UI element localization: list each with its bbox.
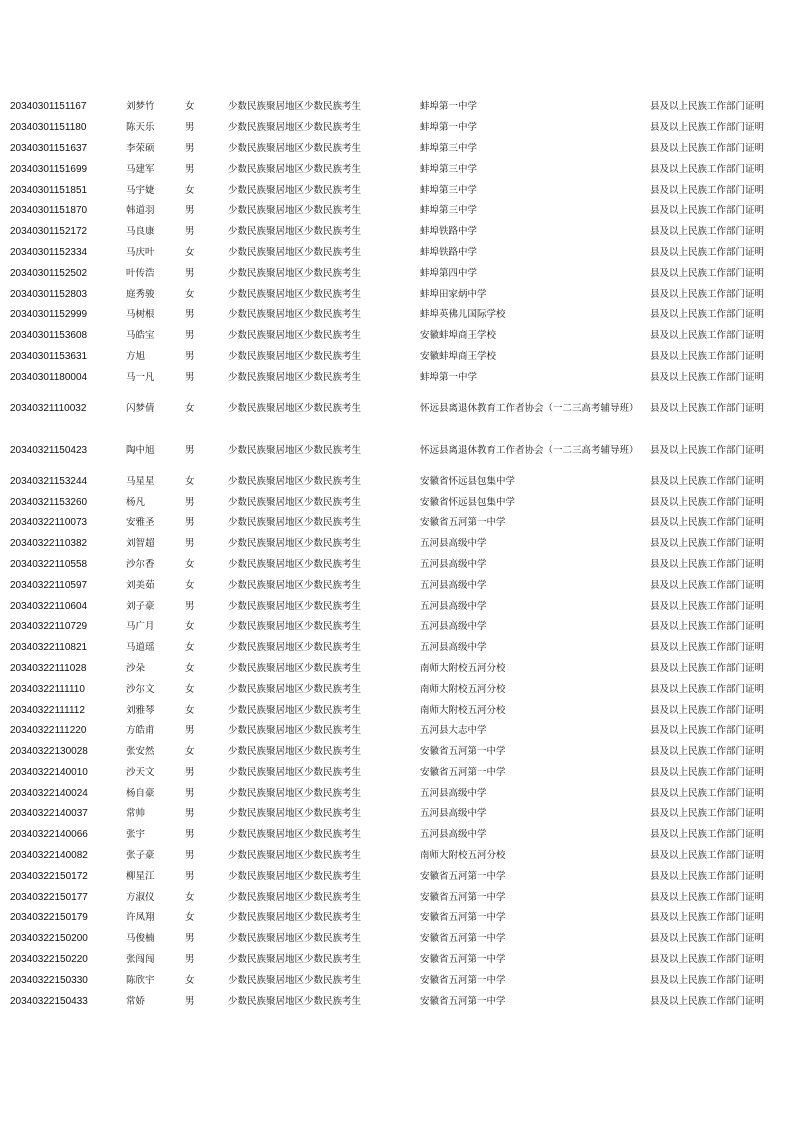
candidate-id-cell: 20340322150177 (10, 891, 88, 903)
proof-cell: 县及以上民族工作部门证明 (650, 246, 765, 258)
school-cell: 蚌埠第一中学 (420, 101, 478, 113)
proof-cell: 县及以上民族工作部门证明 (650, 954, 765, 966)
candidate-category-cell: 少数民族聚居地区少数民族考生 (228, 766, 362, 778)
proof-cell: 县及以上民族工作部门证明 (650, 558, 765, 570)
table-row (10, 180, 785, 201)
candidate-id-cell: 20340322150179 (10, 912, 88, 924)
candidate-name-cell: 马一凡 (126, 371, 155, 383)
table-row (10, 201, 785, 222)
candidate-name-cell: 刘智超 (126, 538, 155, 550)
candidate-name-cell: 闪梦倩 (126, 402, 155, 414)
school-cell: 安徽省五河第一中学 (420, 954, 506, 966)
candidate-category-cell: 少数民族聚居地区少数民族考生 (228, 974, 362, 986)
school-cell: 南师大附校五河分校 (420, 704, 506, 716)
candidate-name-cell: 马庆叶 (126, 246, 155, 258)
candidate-category-cell: 少数民族聚居地区少数民族考生 (228, 725, 362, 737)
candidate-name-cell: 马广月 (126, 621, 155, 633)
candidate-name-cell: 马宇婕 (126, 184, 155, 196)
candidate-id-cell: 20340322111028 (10, 662, 87, 674)
table-row (10, 326, 785, 347)
candidate-sex-cell: 男 (185, 870, 195, 882)
candidate-sex-cell: 男 (185, 371, 195, 383)
candidate-category-cell: 少数民族聚居地区少数民族考生 (228, 350, 362, 362)
proof-cell: 县及以上民族工作部门证明 (650, 995, 765, 1007)
table-row (10, 430, 785, 472)
table-row (10, 887, 785, 908)
table-row (10, 700, 785, 721)
table-row (10, 866, 785, 887)
proof-cell: 县及以上民族工作部门证明 (650, 746, 765, 758)
candidate-name-cell: 马建军 (126, 163, 155, 175)
school-cell: 五河县高级中学 (420, 558, 487, 570)
candidate-category-cell: 少数民族聚居地区少数民族考生 (228, 267, 362, 279)
school-cell: 南师大附校五河分校 (420, 662, 506, 674)
proof-cell: 县及以上民族工作部门证明 (650, 642, 765, 654)
candidate-id-cell: 20340322150220 (10, 954, 88, 966)
school-cell: 蚌埠第三中学 (420, 142, 478, 154)
school-cell: 怀远县离退休教育工作者协会（一二三高考辅导班） (420, 444, 639, 456)
candidate-category-cell: 少数民族聚居地区少数民族考生 (228, 621, 362, 633)
candidate-sex-cell: 男 (185, 226, 195, 238)
proof-cell: 县及以上民族工作部门证明 (650, 683, 765, 695)
candidate-id-cell: 20340322140037 (10, 808, 88, 820)
candidate-id-cell: 20340322110558 (10, 558, 88, 570)
table-row (10, 367, 785, 388)
table-row (10, 638, 785, 659)
candidate-id-cell: 20340301151167 (10, 101, 87, 113)
candidate-table (10, 97, 785, 1012)
candidate-id-cell: 20340322110597 (10, 579, 88, 591)
candidate-sex-cell: 男 (185, 538, 195, 550)
candidate-table-body (10, 97, 785, 1012)
candidate-name-cell: 沙朵 (126, 662, 146, 674)
proof-cell: 县及以上民族工作部门证明 (650, 163, 765, 175)
candidate-name-cell: 刘美茹 (126, 579, 155, 591)
candidate-id-cell: 20340301151870 (10, 205, 88, 217)
proof-cell: 县及以上民族工作部门证明 (650, 205, 765, 217)
candidate-id-cell: 20340301152334 (10, 246, 88, 258)
table-row (10, 825, 785, 846)
school-cell: 南师大附校五河分校 (420, 850, 506, 862)
candidate-sex-cell: 男 (185, 444, 195, 456)
candidate-category-cell: 少数民族聚居地区少数民族考生 (228, 246, 362, 258)
table-row (10, 118, 785, 139)
candidate-category-cell: 少数民族聚居地区少数民族考生 (228, 662, 362, 674)
candidate-id-cell: 20340322111220 (10, 725, 87, 737)
candidate-sex-cell: 女 (185, 288, 195, 300)
school-cell: 安徽省五河第一中学 (420, 974, 506, 986)
candidate-category-cell: 少数民族聚居地区少数民族考生 (228, 288, 362, 300)
table-row (10, 596, 785, 617)
proof-cell: 县及以上民族工作部门证明 (650, 122, 765, 134)
school-cell: 安徽蚌埠商王学校 (420, 330, 497, 342)
candidate-id-cell: 20340322110821 (10, 642, 88, 654)
candidate-category-cell: 少数民族聚居地区少数民族考生 (228, 538, 362, 550)
candidate-sex-cell: 女 (185, 246, 195, 258)
candidate-id-cell: 20340321150423 (10, 444, 88, 456)
school-cell: 蚌埠铁路中学 (420, 226, 478, 238)
proof-cell: 县及以上民族工作部门证明 (650, 808, 765, 820)
candidate-sex-cell: 男 (185, 808, 195, 820)
school-cell: 安徽省五河第一中学 (420, 912, 506, 924)
candidate-name-cell: 马皓宝 (126, 330, 155, 342)
candidate-name-cell: 陶中旭 (126, 444, 155, 456)
candidate-sex-cell: 男 (185, 933, 195, 945)
candidate-sex-cell: 男 (185, 517, 195, 529)
candidate-sex-cell: 女 (185, 475, 195, 487)
candidate-sex-cell: 女 (185, 621, 195, 633)
candidate-category-cell: 少数民族聚居地区少数民族考生 (228, 163, 362, 175)
candidate-name-cell: 李荣硕 (126, 142, 155, 154)
candidate-name-cell: 叶传浩 (126, 267, 155, 279)
candidate-id-cell: 20340321153244 (10, 475, 88, 487)
candidate-category-cell: 少数民族聚居地区少数民族考生 (228, 870, 362, 882)
candidate-name-cell: 方皓甫 (126, 725, 155, 737)
candidate-category-cell: 少数民族聚居地区少数民族考生 (228, 558, 362, 570)
candidate-name-cell: 许凤翔 (126, 912, 155, 924)
candidate-name-cell: 安雅圣 (126, 517, 155, 529)
candidate-sex-cell: 男 (185, 142, 195, 154)
candidate-sex-cell: 男 (185, 787, 195, 799)
candidate-id-cell: 20340301151699 (10, 163, 88, 175)
candidate-sex-cell: 男 (185, 829, 195, 841)
proof-cell: 县及以上民族工作部门证明 (650, 891, 765, 903)
school-cell: 蚌埠第一中学 (420, 122, 478, 134)
proof-cell: 县及以上民族工作部门证明 (650, 600, 765, 612)
candidate-sex-cell: 男 (185, 309, 195, 321)
school-cell: 蚌埠第三中学 (420, 184, 478, 196)
candidate-id-cell: 20340322150172 (10, 870, 88, 882)
candidate-category-cell: 少数民族聚居地区少数民族考生 (228, 496, 362, 508)
candidate-sex-cell: 男 (185, 330, 195, 342)
candidate-sex-cell: 男 (185, 725, 195, 737)
proof-cell: 县及以上民族工作部门证明 (650, 101, 765, 113)
proof-cell: 县及以上民族工作部门证明 (650, 142, 765, 154)
proof-cell: 县及以上民族工作部门证明 (650, 350, 765, 362)
candidate-id-cell: 20340322150330 (10, 974, 88, 986)
candidate-category-cell: 少数民族聚居地区少数民族考生 (228, 517, 362, 529)
table-row (10, 243, 785, 264)
proof-cell: 县及以上民族工作部门证明 (650, 662, 765, 674)
school-cell: 五河县高级中学 (420, 787, 487, 799)
candidate-category-cell: 少数民族聚居地区少数民族考生 (228, 101, 362, 113)
candidate-category-cell: 少数民族聚居地区少数民族考生 (228, 746, 362, 758)
candidate-id-cell: 20340322110729 (10, 621, 88, 633)
table-row (10, 721, 785, 742)
proof-cell: 县及以上民族工作部门证明 (650, 974, 765, 986)
table-row (10, 659, 785, 680)
candidate-category-cell: 少数民族聚居地区少数民族考生 (228, 829, 362, 841)
candidate-sex-cell: 女 (185, 704, 195, 716)
table-row (10, 908, 785, 929)
table-row (10, 388, 785, 430)
candidate-category-cell: 少数民族聚居地区少数民族考生 (228, 704, 362, 716)
proof-cell: 县及以上民族工作部门证明 (650, 870, 765, 882)
candidate-sex-cell: 男 (185, 350, 195, 362)
table-row (10, 97, 785, 118)
candidate-sex-cell: 女 (185, 402, 195, 414)
candidate-category-cell: 少数民族聚居地区少数民族考生 (228, 205, 362, 217)
candidate-id-cell: 20340322150200 (10, 933, 88, 945)
school-cell: 蚌埠第四中学 (420, 267, 478, 279)
school-cell: 五河县高级中学 (420, 621, 487, 633)
candidate-id-cell: 20340321153260 (10, 496, 88, 508)
candidate-category-cell: 少数民族聚居地区少数民族考生 (228, 142, 362, 154)
proof-cell: 县及以上民族工作部门证明 (650, 725, 765, 737)
proof-cell: 县及以上民族工作部门证明 (650, 850, 765, 862)
proof-cell: 县及以上民族工作部门证明 (650, 766, 765, 778)
table-row (10, 263, 785, 284)
school-cell: 南师大附校五河分校 (420, 683, 506, 695)
table-row (10, 492, 785, 513)
candidate-category-cell: 少数民族聚居地区少数民族考生 (228, 995, 362, 1007)
candidate-name-cell: 方旭 (126, 350, 146, 362)
school-cell: 安徽省五河第一中学 (420, 995, 506, 1007)
candidate-category-cell: 少数民族聚居地区少数民族考生 (228, 444, 362, 456)
school-cell: 安徽省五河第一中学 (420, 891, 506, 903)
proof-cell: 县及以上民族工作部门证明 (650, 330, 765, 342)
candidate-sex-cell: 男 (185, 600, 195, 612)
table-row (10, 305, 785, 326)
candidate-id-cell: 20340322130028 (10, 746, 88, 758)
proof-cell: 县及以上民族工作部门证明 (650, 912, 765, 924)
proof-cell: 县及以上民族工作部门证明 (650, 579, 765, 591)
candidate-name-cell: 方淑仪 (126, 891, 155, 903)
candidate-sex-cell: 男 (185, 205, 195, 217)
candidate-id-cell: 20340322140010 (10, 766, 88, 778)
proof-cell: 县及以上民族工作部门证明 (650, 444, 765, 456)
proof-cell: 县及以上民族工作部门证明 (650, 538, 765, 550)
candidate-id-cell: 20340301152999 (10, 309, 88, 321)
table-row (10, 513, 785, 534)
candidate-name-cell: 杨凡 (126, 496, 146, 508)
candidate-name-cell: 马星星 (126, 475, 155, 487)
candidate-category-cell: 少数民族聚居地区少数民族考生 (228, 122, 362, 134)
candidate-id-cell: 20340322140066 (10, 829, 88, 841)
school-cell: 安徽省五河第一中学 (420, 746, 506, 758)
school-cell: 五河县高级中学 (420, 808, 487, 820)
candidate-id-cell: 20340322110604 (10, 600, 88, 612)
candidate-sex-cell: 男 (185, 766, 195, 778)
school-cell: 安徽省五河第一中学 (420, 517, 506, 529)
candidate-category-cell: 少数民族聚居地区少数民族考生 (228, 226, 362, 238)
candidate-category-cell: 少数民族聚居地区少数民族考生 (228, 371, 362, 383)
school-cell: 安徽省五河第一中学 (420, 933, 506, 945)
candidate-id-cell: 20340321110032 (10, 402, 87, 414)
candidate-sex-cell: 男 (185, 995, 195, 1007)
candidate-category-cell: 少数民族聚居地区少数民族考生 (228, 787, 362, 799)
candidate-sex-cell: 男 (185, 496, 195, 508)
school-cell: 安徽蚌埠商王学校 (420, 350, 497, 362)
candidate-id-cell: 20340322150433 (10, 995, 88, 1007)
candidate-id-cell: 20340301151180 (10, 122, 87, 134)
candidate-name-cell: 张闯闯 (126, 954, 155, 966)
candidate-id-cell: 20340301151637 (10, 142, 88, 154)
proof-cell: 县及以上民族工作部门证明 (650, 517, 765, 529)
proof-cell: 县及以上民族工作部门证明 (650, 704, 765, 716)
school-cell: 蚌埠第一中学 (420, 371, 478, 383)
table-row (10, 284, 785, 305)
candidate-sex-cell: 男 (185, 267, 195, 279)
candidate-category-cell: 少数民族聚居地区少数民族考生 (228, 309, 362, 321)
candidate-sex-cell: 女 (185, 974, 195, 986)
candidate-sex-cell: 女 (185, 912, 195, 924)
candidate-name-cell: 沙尔文 (126, 683, 155, 695)
school-cell: 安徽省怀远县包集中学 (420, 496, 516, 508)
candidate-name-cell: 马树根 (126, 309, 155, 321)
candidate-sex-cell: 女 (185, 642, 195, 654)
table-row (10, 991, 785, 1012)
table-row (10, 929, 785, 950)
proof-cell: 县及以上民族工作部门证明 (650, 402, 765, 414)
candidate-sex-cell: 女 (185, 662, 195, 674)
table-row (10, 139, 785, 160)
proof-cell: 县及以上民族工作部门证明 (650, 829, 765, 841)
candidate-sex-cell: 女 (185, 184, 195, 196)
candidate-id-cell: 20340301152803 (10, 288, 88, 300)
table-row (10, 575, 785, 596)
candidate-category-cell: 少数民族聚居地区少数民族考生 (228, 402, 362, 414)
table-row (10, 950, 785, 971)
proof-cell: 县及以上民族工作部门证明 (650, 933, 765, 945)
candidate-name-cell: 陈天乐 (126, 122, 155, 134)
candidate-category-cell: 少数民族聚居地区少数民族考生 (228, 933, 362, 945)
candidate-category-cell: 少数民族聚居地区少数民族考生 (228, 891, 362, 903)
candidate-category-cell: 少数民族聚居地区少数民族考生 (228, 330, 362, 342)
candidate-id-cell: 20340322140024 (10, 787, 88, 799)
school-cell: 五河县高级中学 (420, 538, 487, 550)
candidate-id-cell: 20340322110382 (10, 538, 88, 550)
table-row (10, 222, 785, 243)
table-row (10, 970, 785, 991)
candidate-name-cell: 马道瑶 (126, 642, 155, 654)
candidate-category-cell: 少数民族聚居地区少数民族考生 (228, 475, 362, 487)
candidate-name-cell: 沙天文 (126, 766, 155, 778)
candidate-id-cell: 20340301151851 (10, 184, 88, 196)
candidate-sex-cell: 男 (185, 954, 195, 966)
candidate-category-cell: 少数民族聚居地区少数民族考生 (228, 912, 362, 924)
table-row (10, 679, 785, 700)
table-row (10, 159, 785, 180)
candidate-category-cell: 少数民族聚居地区少数民族考生 (228, 808, 362, 820)
proof-cell: 县及以上民族工作部门证明 (650, 184, 765, 196)
candidate-id-cell: 20340301180004 (10, 371, 88, 383)
candidate-category-cell: 少数民族聚居地区少数民族考生 (228, 579, 362, 591)
school-cell: 五河县高级中学 (420, 642, 487, 654)
proof-cell: 县及以上民族工作部门证明 (650, 371, 765, 383)
candidate-name-cell: 马良康 (126, 226, 155, 238)
candidate-category-cell: 少数民族聚居地区少数民族考生 (228, 683, 362, 695)
candidate-name-cell: 沙尔香 (126, 558, 155, 570)
proof-cell: 县及以上民族工作部门证明 (650, 496, 765, 508)
candidate-sex-cell: 男 (185, 850, 195, 862)
candidate-name-cell: 刘雅琴 (126, 704, 155, 716)
candidate-id-cell: 20340301152502 (10, 267, 88, 279)
school-cell: 安徽省怀远县包集中学 (420, 475, 516, 487)
candidate-id-cell: 20340322110073 (10, 517, 88, 529)
candidate-sex-cell: 男 (185, 163, 195, 175)
candidate-name-cell: 张安然 (126, 746, 155, 758)
school-cell: 蚌埠英佛儿国际学校 (420, 309, 506, 321)
candidate-name-cell: 刘梦竹 (126, 101, 155, 113)
school-cell: 蚌埠第三中学 (420, 205, 478, 217)
school-cell: 蚌埠田家炳中学 (420, 288, 487, 300)
candidate-id-cell: 20340322111110 (10, 683, 85, 695)
proof-cell: 县及以上民族工作部门证明 (650, 475, 765, 487)
candidate-sex-cell: 女 (185, 746, 195, 758)
school-cell: 五河县高级中学 (420, 579, 487, 591)
candidate-category-cell: 少数民族聚居地区少数民族考生 (228, 600, 362, 612)
school-cell: 五河县高级中学 (420, 600, 487, 612)
school-cell: 五河县大志中学 (420, 725, 487, 737)
school-cell: 安徽省五河第一中学 (420, 870, 506, 882)
candidate-name-cell: 柳星江 (126, 870, 155, 882)
candidate-name-cell: 杨自豪 (126, 787, 155, 799)
proof-cell: 县及以上民族工作部门证明 (650, 621, 765, 633)
candidate-name-cell: 常娇 (126, 995, 146, 1007)
proof-cell: 县及以上民族工作部门证明 (650, 309, 765, 321)
candidate-id-cell: 20340322111112 (10, 704, 85, 716)
candidate-sex-cell: 女 (185, 891, 195, 903)
candidate-name-cell: 马俊楠 (126, 933, 155, 945)
candidate-name-cell: 陈欣宇 (126, 974, 155, 986)
candidate-name-cell: 常帅 (126, 808, 146, 820)
table-row (10, 804, 785, 825)
candidate-name-cell: 韩道羽 (126, 205, 155, 217)
school-cell: 蚌埠铁路中学 (420, 246, 478, 258)
school-cell: 蚌埠第三中学 (420, 163, 478, 175)
candidate-sex-cell: 女 (185, 558, 195, 570)
candidate-sex-cell: 男 (185, 122, 195, 134)
table-row (10, 846, 785, 867)
candidate-name-cell: 张宇 (126, 829, 146, 841)
candidate-sex-cell: 女 (185, 101, 195, 113)
proof-cell: 县及以上民族工作部门证明 (650, 787, 765, 799)
candidate-sex-cell: 女 (185, 579, 195, 591)
table-row (10, 534, 785, 555)
candidate-id-cell: 20340301153608 (10, 330, 88, 342)
candidate-name-cell: 张子豪 (126, 850, 155, 862)
proof-cell: 县及以上民族工作部门证明 (650, 288, 765, 300)
proof-cell: 县及以上民族工作部门证明 (650, 267, 765, 279)
table-row (10, 555, 785, 576)
candidate-category-cell: 少数民族聚居地区少数民族考生 (228, 642, 362, 654)
candidate-name-cell: 庭秀骏 (126, 288, 155, 300)
candidate-name-cell: 刘子豪 (126, 600, 155, 612)
table-row (10, 347, 785, 368)
candidate-id-cell: 20340301152172 (10, 226, 88, 238)
candidate-id-cell: 20340301153631 (10, 350, 88, 362)
table-row (10, 742, 785, 763)
proof-cell: 县及以上民族工作部门证明 (650, 226, 765, 238)
candidate-category-cell: 少数民族聚居地区少数民族考生 (228, 850, 362, 862)
table-row (10, 617, 785, 638)
table-row (10, 471, 785, 492)
candidate-category-cell: 少数民族聚居地区少数民族考生 (228, 954, 362, 966)
school-cell: 五河县高级中学 (420, 829, 487, 841)
table-row (10, 763, 785, 784)
table-row (10, 783, 785, 804)
candidate-sex-cell: 女 (185, 683, 195, 695)
school-cell: 怀远县离退休教育工作者协会（一二三高考辅导班） (420, 402, 639, 414)
candidate-category-cell: 少数民族聚居地区少数民族考生 (228, 184, 362, 196)
candidate-id-cell: 20340322140082 (10, 850, 88, 862)
school-cell: 安徽省五河第一中学 (420, 766, 506, 778)
